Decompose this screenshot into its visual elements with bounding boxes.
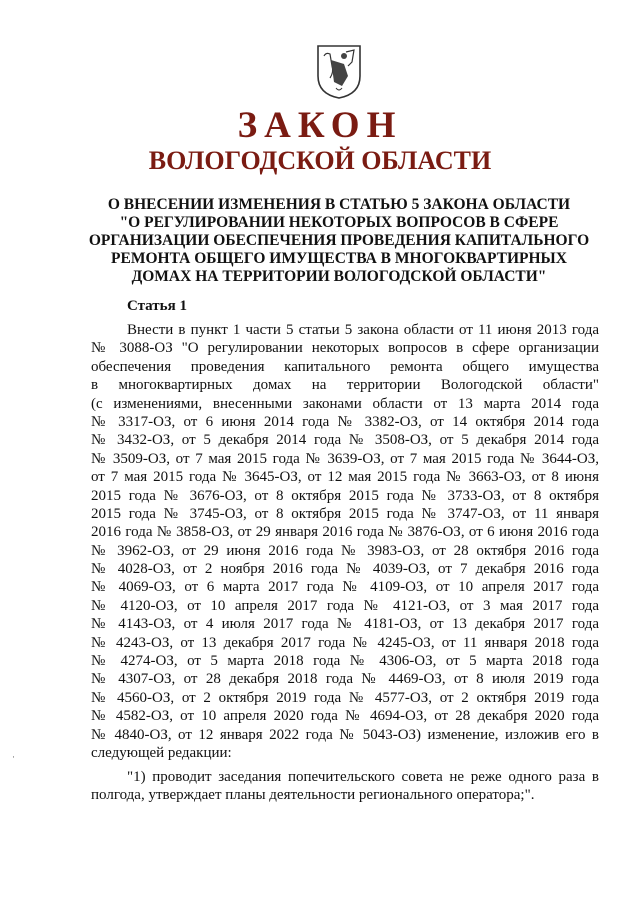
scan-speck: · (12, 752, 15, 762)
body-line: 2015 года № 3676-ОЗ, от 8 октября 2015 года № 3733-ОЗ, от 8 октября (91, 487, 599, 504)
body-line: № 4120-ОЗ, от 10 апреля 2017 года № 4121-ОЗ, от 3 мая 2017 года (91, 597, 599, 614)
new-wording-quote (91, 768, 599, 805)
region-heading: ВОЛОГОДСКОЙ ОБЛАСТИ (148, 146, 492, 175)
coat-of-arms-icon (314, 42, 364, 100)
body-line: № 4582-ОЗ, от 10 апреля 2020 года № 4694-ОЗ, от 28 декабря 2020 года (91, 708, 599, 725)
body-line: 2016 года № 3858-ОЗ, от 29 января 2016 года № 3876-ОЗ, от 6 июня 2016 года (91, 524, 599, 541)
body-line: (с изменениями, внесенными законами области от 13 марта 2014 года (91, 395, 599, 412)
title-line: ДОМАХ НА ТЕРРИТОРИИ ВОЛОГОДСКОЙ ОБЛАСТИ" (131, 268, 547, 285)
body-line: № 3432-ОЗ, от 5 декабря 2014 года № 3508-ОЗ, от 5 декабря 2014 года (91, 432, 599, 449)
body-line: № 4840-ОЗ, от 12 января 2022 года № 5043-ОЗ) изменение, изложив его в (91, 726, 599, 743)
body-line: № 3317-ОЗ, от 6 июня 2014 года № 3382-ОЗ, от 14 октября 2014 года (91, 413, 599, 430)
title-line: ОРГАНИЗАЦИИ ОБЕСПЕЧЕНИЯ ПРОВЕДЕНИЯ КАПИТАЛЬНОГО (88, 232, 590, 249)
law-heading: ЗАКОН (237, 105, 403, 146)
body-line: № 4274-ОЗ, от 5 марта 2018 года № 4306-ОЗ, от 5 марта 2018 года (91, 653, 599, 670)
body-line: следующей редакции: (91, 744, 232, 761)
body-line: № 3962-ОЗ, от 29 июня 2016 года № 3983-ОЗ, от 28 октября 2016 года (91, 542, 599, 559)
body-line: № 4243-ОЗ, от 13 декабря 2017 года № 4245-ОЗ, от 11 января 2018 года (91, 634, 599, 651)
quote-line: полгода, утверждает планы деятельности регионального оператора;". (91, 787, 535, 804)
body-line: Внести в пункт 1 части 5 статьи 5 закона области от 11 июня 2013 года (127, 322, 599, 338)
body-line: № 4143-ОЗ, от 4 июля 2017 года № 4181-ОЗ, от 13 декабря 2017 года (91, 616, 599, 633)
body-line: № 4560-ОЗ, от 2 октября 2019 года № 4577-ОЗ, от 2 октября 2019 года (91, 689, 599, 706)
body-line: № 3088-ОЗ "О регулировании некоторых вопросов в сфере организации (91, 340, 599, 357)
body-line: № 3509-ОЗ, от 7 мая 2015 года № 3639-ОЗ, от 7 мая 2015 года № 3644-ОЗ, (91, 450, 599, 467)
body-line: № 4307-ОЗ, от 28 декабря 2018 года № 4469-ОЗ, от 8 июля 2019 года (91, 671, 599, 688)
body-line: в многоквартирных домах на территории Вологодской области" (91, 377, 599, 394)
body-line: № 4028-ОЗ, от 2 ноября 2016 года № 4039-ОЗ, от 7 декабря 2016 года (91, 561, 599, 578)
article-body (91, 321, 599, 762)
body-line: от 7 мая 2015 года № 3645-ОЗ, от 12 мая 2015 года № 3663-ОЗ, от 8 июня (91, 469, 599, 486)
body-line: № 4069-ОЗ, от 6 марта 2017 года № 4109-ОЗ, от 10 апреля 2017 года (91, 579, 599, 596)
quote-line: "1) проводит заседания попечительского совета не реже одного раза в (127, 769, 599, 785)
law-title (80, 196, 598, 286)
title-line: "О РЕГУЛИРОВАНИИ НЕКОТОРЫХ ВОПРОСОВ В СФЕРЕ (119, 214, 559, 231)
article-heading: Статья 1 (127, 298, 187, 314)
body-line: обеспечения проведения капитального ремонта общего имущества (91, 358, 599, 375)
title-line: РЕМОНТА ОБЩЕГО ИМУЩЕСТВА В МНОГОКВАРТИРНЫХ (111, 250, 567, 267)
title-line: О ВНЕСЕНИИ ИЗМЕНЕНИЯ В СТАТЬЮ 5 ЗАКОНА ОБЛАСТИ (107, 196, 571, 213)
body-line: 2015 года № 3745-ОЗ, от 8 октября 2015 года № 3747-ОЗ, от 11 января (91, 505, 599, 522)
